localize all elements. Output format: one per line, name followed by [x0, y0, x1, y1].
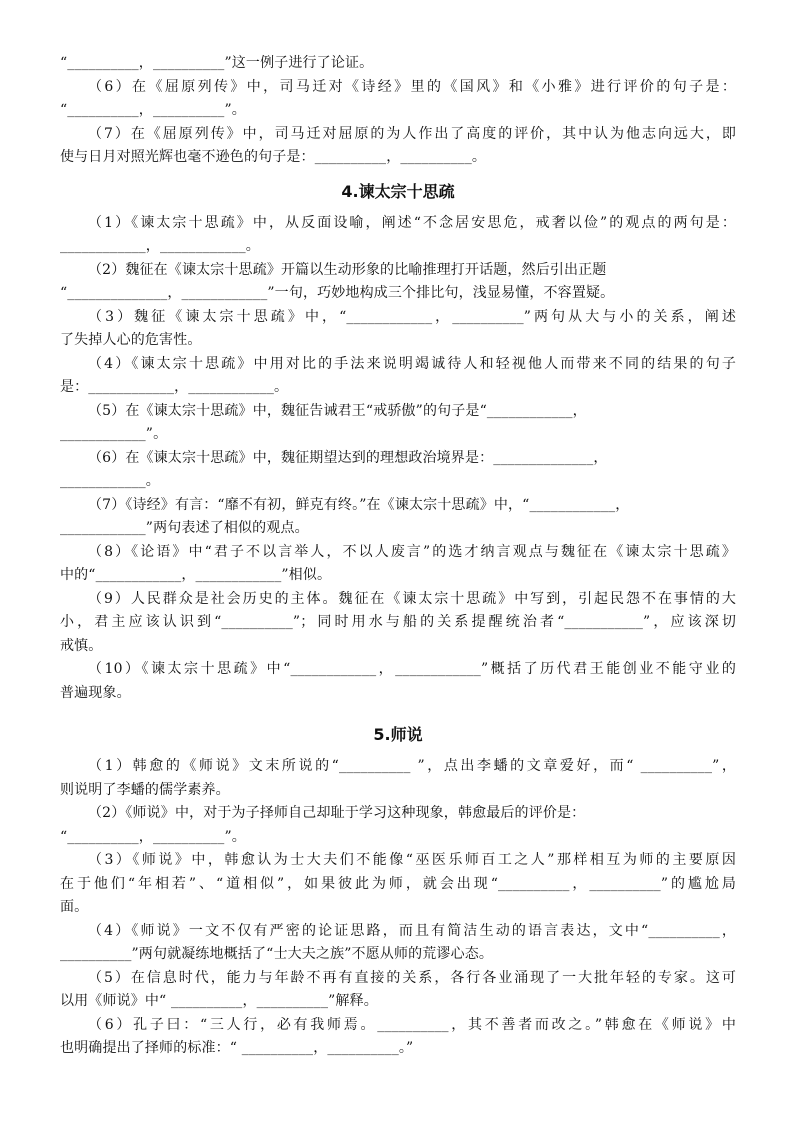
question-line: （5）在《谏太宗十思疏》中，魏征告诫君王“戒骄傲”的句子是“____________，: [88, 402, 587, 419]
question-line: （2）《师说》中，对于为子择师自己却耻于学习这种现象，韩愈最后的评价是：: [88, 805, 586, 821]
question-line: 小，君主应该认识到“__________”；同时用水与船的关系提醒统治者“___________”，应该深切: [60, 614, 736, 630]
question-line: （9）人民群众是社会历史的主体。魏征在《谏太宗十思疏》中写到，引起民怨不在事情的大: [88, 590, 736, 607]
question-line: 戒慎。: [60, 637, 103, 654]
question-line: “__________，__________”。: [60, 828, 246, 845]
question-line: ____________”。: [60, 426, 168, 442]
question-line: ____________。: [60, 473, 160, 489]
question-line: （4）《师说》一文不仅有严密的论证思路，而且有简洁生动的语言表达，文中“__________，: [88, 922, 736, 939]
question-line: （5）在信息时代，能力与年龄不再有直接的关系，各行各业涌现了一大批年轻的专家。这可: [88, 969, 736, 986]
question-line: 中的“____________，____________”相似。: [60, 567, 332, 583]
question-line: （6）在《屈原列传》中，司马迁对《诗经》里的《国风》和《小雅》进行评价的句子是：: [88, 78, 736, 95]
question-line: 使与日月对照光辉也毫不逊色的句子是：__________，__________。: [60, 149, 486, 165]
section-3-tail: [60, 52, 736, 170]
question-line: （6）孔子曰：“三人行，必有我师焉。__________，其不善者而改之。”韩愈在《师说》中: [88, 1016, 736, 1033]
question-line: （7）在《屈原列传》中，司马迁对屈原的为人作出了高度的评价，其中认为他志向远大，即: [88, 125, 736, 142]
question-line: 是：____________，____________。: [60, 379, 289, 395]
question-line: （6）在《谏太宗十思疏》中，魏征期望达到的理想政治境界是：______________，: [88, 449, 608, 466]
question-line: （4）《谏太宗十思疏》中用对比的手法来说明竭诚待人和轻视他人而带来不同的结果的句子: [88, 355, 736, 372]
question-line: （1）韩愈的《师说》文末所说的“__________ ”，点出李蟠的文章爱好，而“ __________”，: [88, 758, 736, 774]
question-line: “__________，__________”这一例子进行了论证。: [60, 55, 374, 71]
question-line: __________”两句就凝练地概括了“士大夫之族”不愿从师的荒谬心态。: [60, 946, 494, 962]
section-5-title: 5.师说: [373, 725, 423, 744]
question-line: （7）《诗经》有言：“靡不有初，鲜克有终。”在《谏太宗十思疏》中，“____________，: [88, 496, 630, 513]
question-line: （10）《谏太宗十思疏》中“____________，____________”概括了历代君王能创业不能守业的: [88, 661, 736, 677]
question-line: （3）《师说》中，韩愈认为士大夫们不能像“巫医乐师百工之人”那样相互为师的主要原因: [88, 852, 736, 868]
question-line: （8）《论语》中“君子不以言举人，不以人废言”的选才纳言观点与魏征在《谏太宗十思疏》: [88, 543, 736, 560]
question-line: 则说明了李蟠的儒学素养。: [60, 781, 230, 798]
question-line: 以用《师说》中“ __________，__________”解释。: [60, 993, 378, 1009]
question-line: ____________，____________。: [60, 238, 260, 254]
question-line: （2）魏征在《谏太宗十思疏》开篇以生动形象的比喻推理打开话题，然后引出正题: [88, 261, 607, 278]
question-line: （1）《谏太宗十思疏》中，从反面设喻，阐述“不念居安思危，戒奢以俭”的观点的两句是：: [88, 214, 736, 231]
section-4-questions: [60, 212, 736, 706]
worksheet-page: [60, 52, 736, 1061]
question-line: 面。: [60, 899, 89, 915]
question-line: 也明确提出了择师的标准：“ __________，__________。”: [60, 1040, 414, 1056]
question-line: “______________，____________”一句，巧妙地构成三个排比句，浅显易懂，不容置疑。: [60, 285, 615, 301]
section-5-questions: [60, 755, 736, 1061]
question-line: 普遍现象。: [60, 684, 131, 701]
question-line: ____________”两句表述了相似的观点。: [60, 520, 309, 536]
question-line: 在于他们“年相若”、“道相似”，如果彼此为师，就会出现“__________，__________”的尴尬局: [60, 875, 736, 892]
question-line: 了失掉人心的危害性。: [60, 332, 202, 348]
question-line: “__________，__________”。: [60, 102, 246, 118]
section-4-title: 4.谏太宗十思疏: [341, 181, 455, 201]
question-line: （3）魏征《谏太宗十思疏》中，“____________，__________”两句从大与小的关系，阐述: [88, 308, 736, 325]
